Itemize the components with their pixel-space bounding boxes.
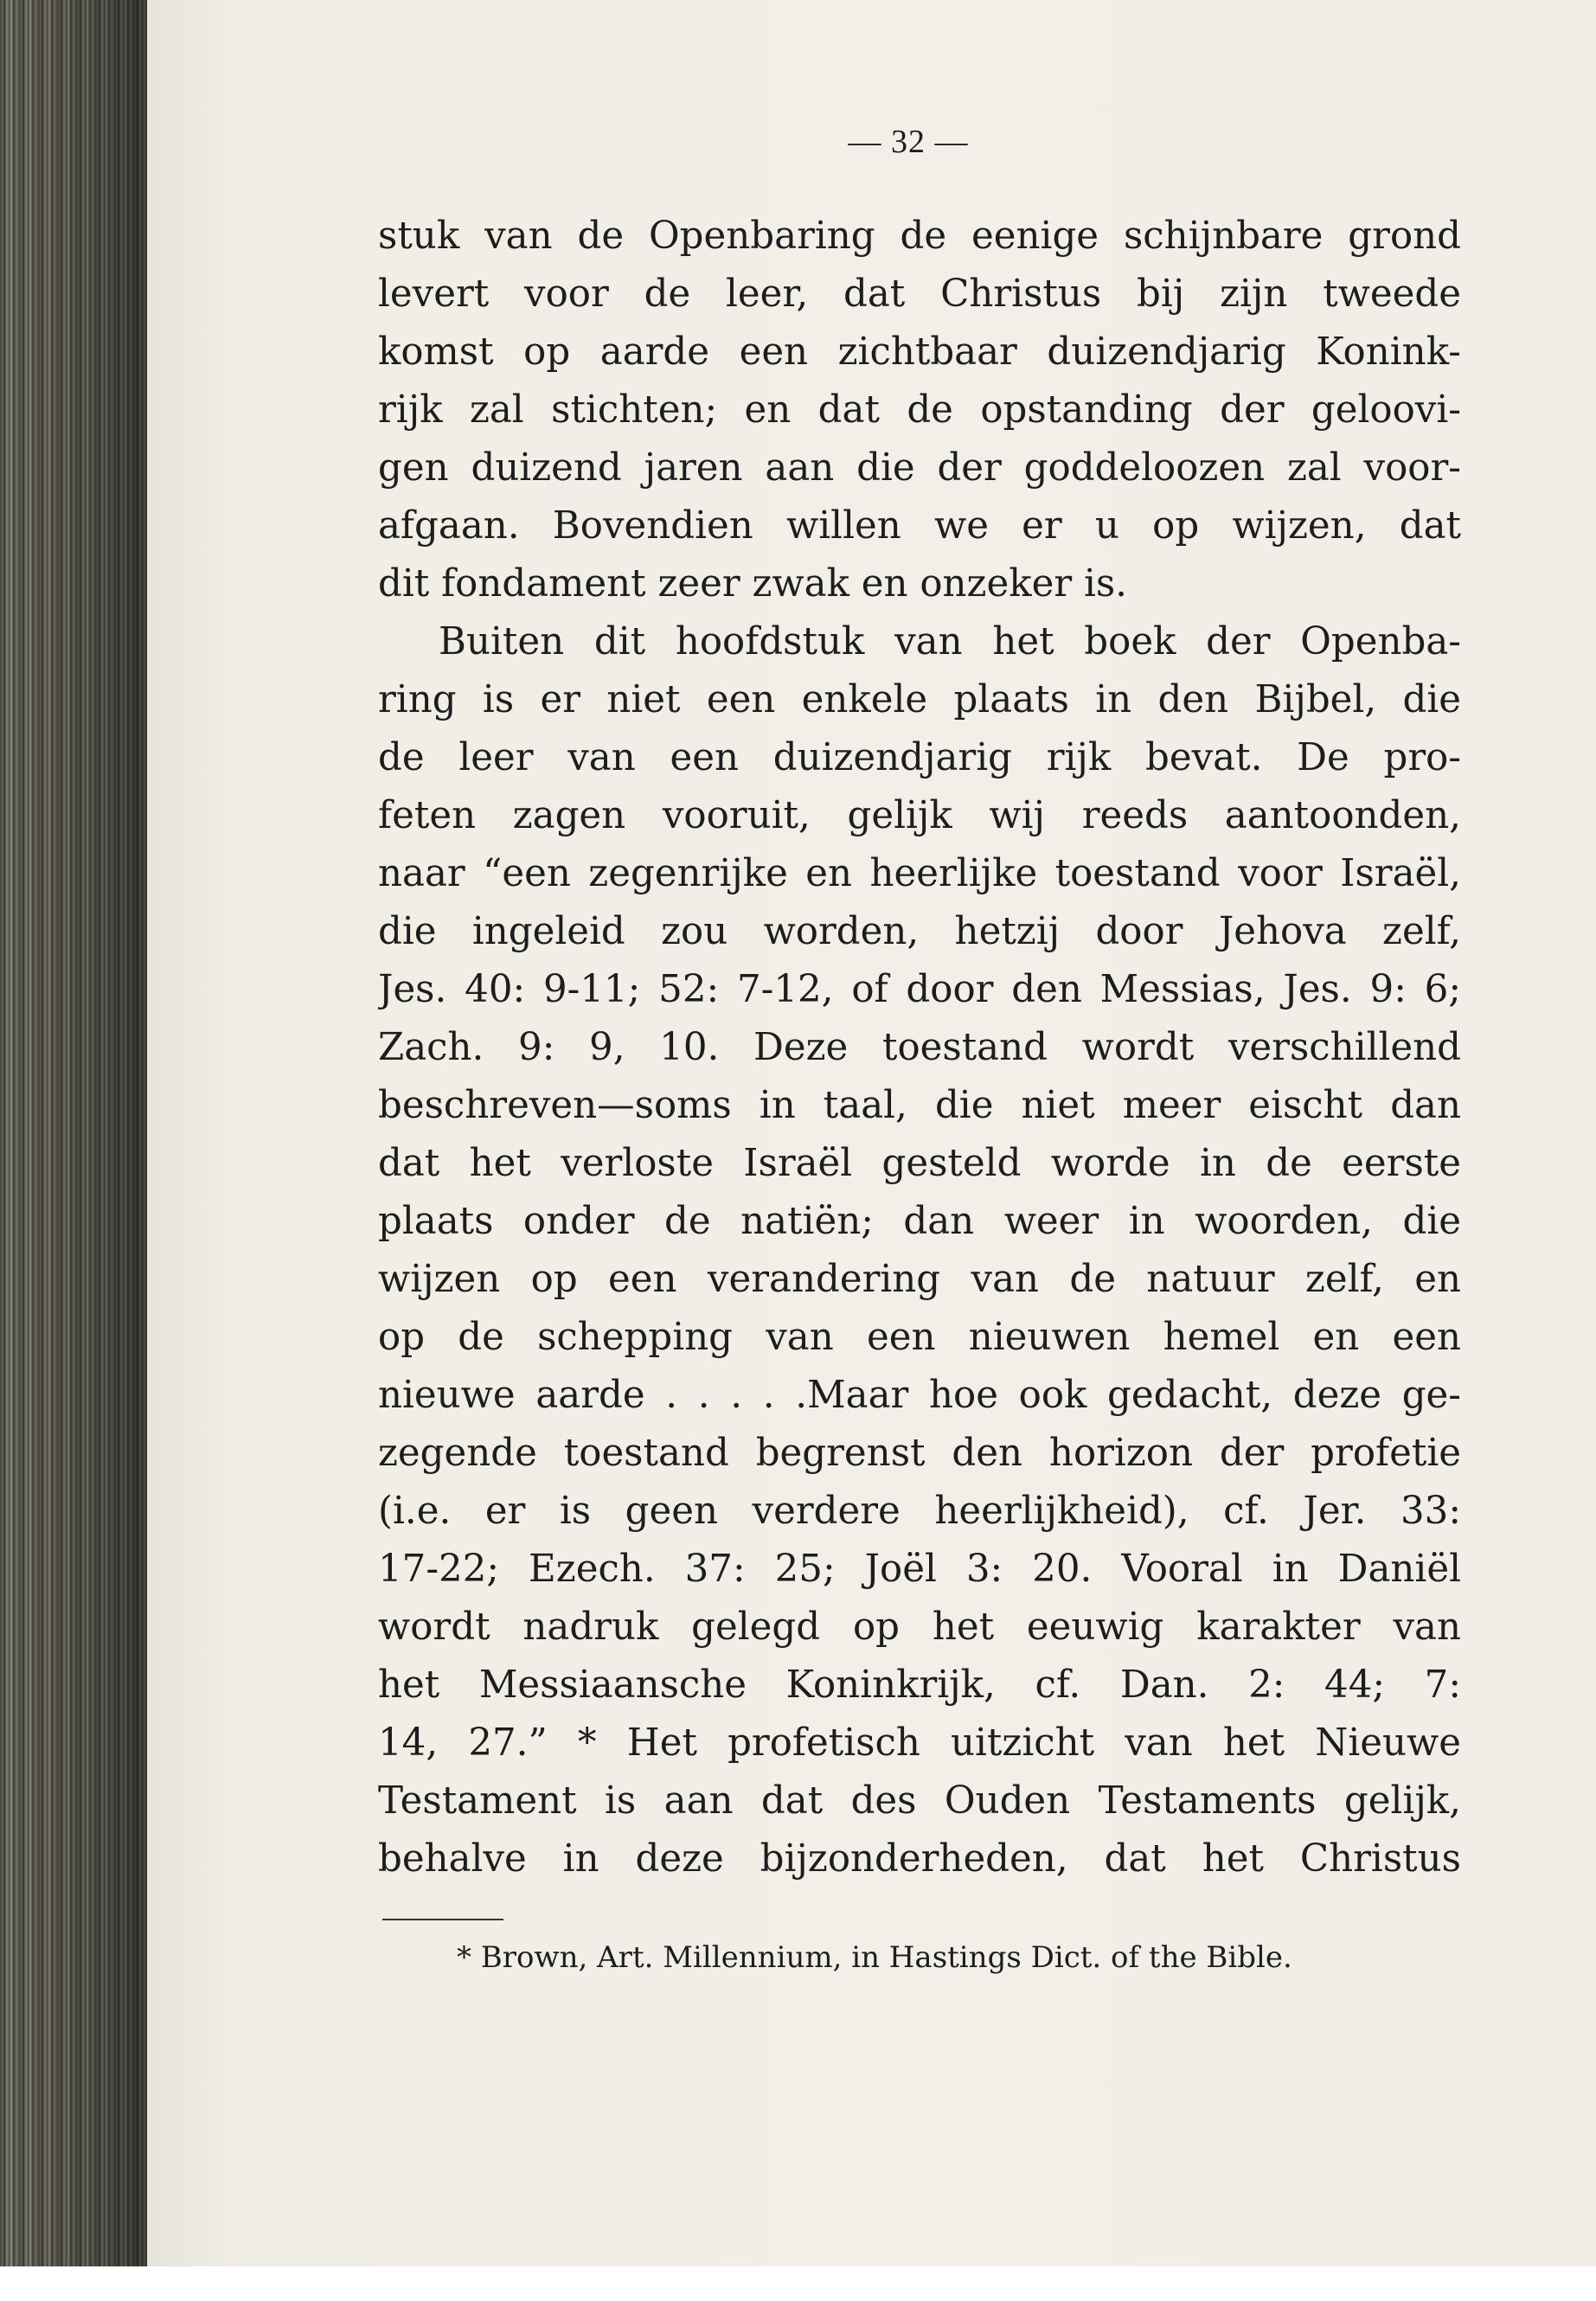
text-line: dit fondament zeer zwak en onzeker is. (378, 562, 1128, 606)
text-line: (i.e. er is geen verdere heerlijkheid), cf. Jer. 33: (378, 1490, 1461, 1533)
spine-shadow (0, 0, 156, 2266)
text-line: nieuwe aarde . . . . .Maar hoe ook gedacht, deze ge- (378, 1374, 1461, 1417)
text-line: wijzen op een verandering van de natuur zelf, en (378, 1258, 1461, 1301)
text-line: stuk van de Openbaring de eenige schijnbare grond (378, 215, 1461, 258)
text-line: het Messiaansche Koninkrijk, cf. Dan. 2: 44; 7: (378, 1663, 1461, 1707)
text-line: Testament is aan dat des Ouden Testaments gelijk, (378, 1779, 1461, 1823)
text-line: afgaan. Bovendien willen we er u op wijzen, dat (378, 504, 1461, 548)
text-line: Buiten dit hoofdstuk van het boek der Openba- (439, 620, 1461, 663)
text-line: die ingeleid zou worden, hetzij door Jehova zelf, (378, 910, 1461, 953)
text-line: de leer van een duizendjarig rijk bevat. De pro- (378, 736, 1461, 779)
text-line: rijk zal stichten; en dat de opstanding der geloovi- (378, 388, 1461, 432)
page-number: — 32 — (848, 124, 969, 160)
text-line: behalve in deze bijzonderheden, dat het Christus (378, 1837, 1461, 1881)
text-line: levert voor de leer, dat Christus bij zijn tweede (378, 272, 1461, 316)
text-line: feten zagen vooruit, gelijk wij reeds aantoonden, (378, 794, 1461, 837)
body-text (378, 208, 1461, 1888)
text-line: dat het verloste Israël gesteld worde in de eerste (378, 1142, 1461, 1185)
text-line: Jes. 40: 9-11; 52: 7-12, of door den Messias, Jes. 9: 6; (378, 968, 1461, 1011)
text-line: zegende toestand begrenst den horizon der profetie (378, 1432, 1461, 1475)
text-line: 17-22; Ezech. 37: 25; Joël 3: 20. Vooral in Daniël (378, 1548, 1461, 1591)
footnote: * Brown, Art. Millennium, in Hastings Dict. of the Bible. (457, 1940, 1292, 1975)
text-line: op de schepping van een nieuwen hemel en een (378, 1316, 1461, 1359)
text-line: plaats onder de natiën; dan weer in woorden, die (378, 1200, 1461, 1243)
page-bottom-margin (0, 2266, 1596, 2301)
footnote-divider (382, 1919, 503, 1920)
text-line: naar “een zegenrijke en heerlijke toestand voor Israël, (378, 852, 1461, 895)
text-line: gen duizend jaren aan die der goddeloozen zal voor- (378, 446, 1461, 490)
text-line: komst op aarde een zichtbaar duizendjarig Konink- (378, 330, 1461, 374)
text-line: ring is er niet een enkele plaats in den Bijbel, die (378, 678, 1461, 721)
text-line: beschreven—soms in taal, die niet meer eischt dan (378, 1084, 1461, 1127)
text-line: 14, 27.” * Het profetisch uitzicht van het Nieuwe (378, 1721, 1461, 1765)
text-line: Zach. 9: 9, 10. Deze toestand wordt verschillend (378, 1026, 1461, 1069)
text-line: wordt nadruk gelegd op het eeuwig karakter van (378, 1606, 1461, 1649)
